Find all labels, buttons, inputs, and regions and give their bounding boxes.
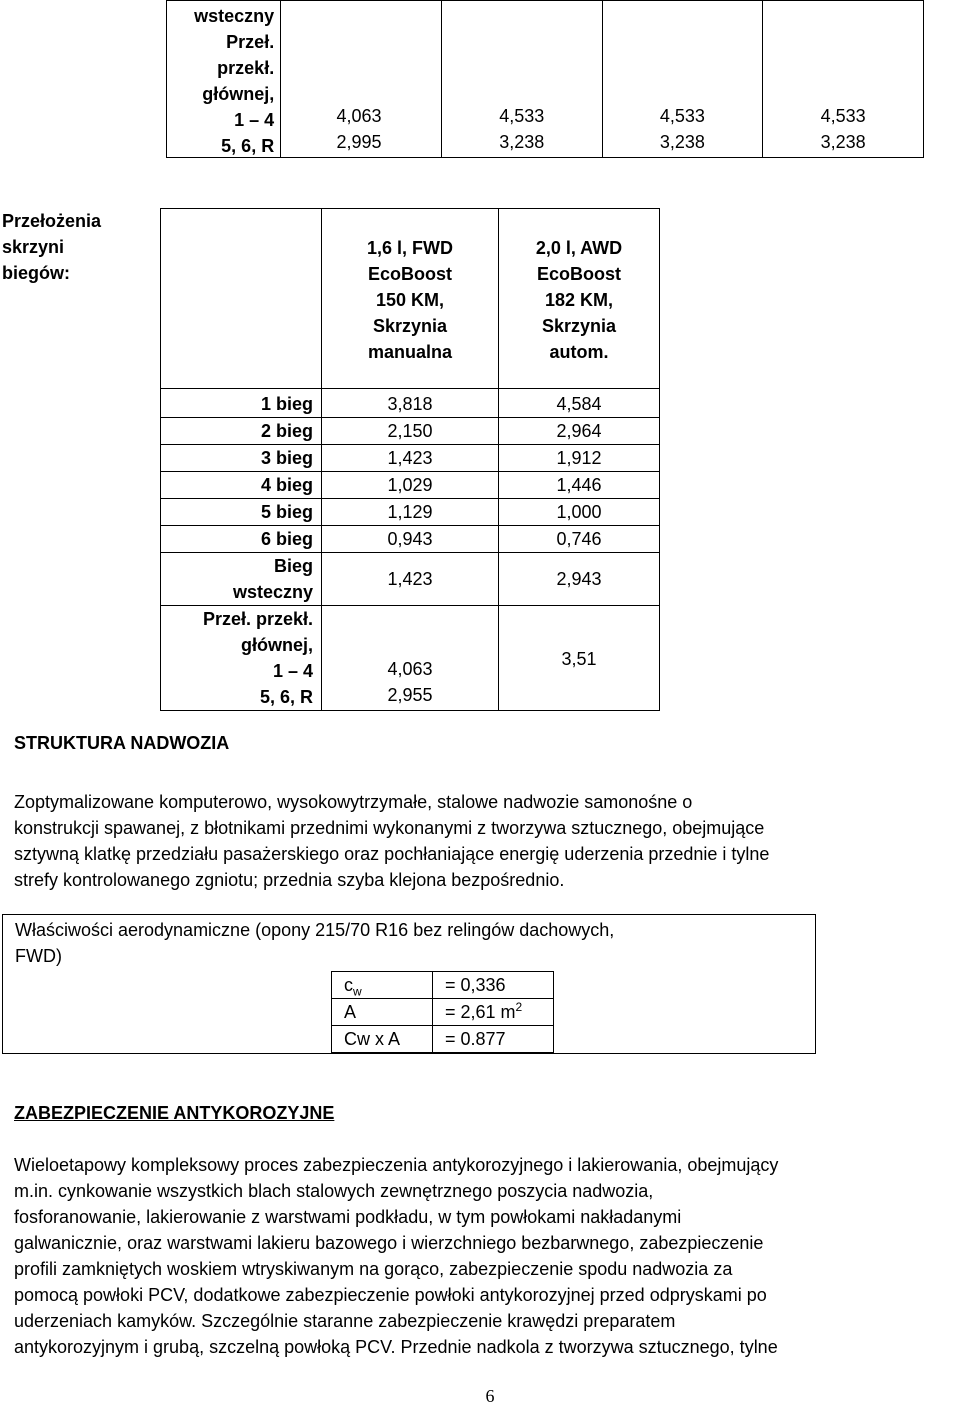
gear-row: 5 bieg 1,129 1,000 <box>161 499 660 526</box>
gear-reverse-row: Bieg wsteczny 1,423 2,943 <box>161 553 660 606</box>
body-structure-paragraph: Zoptymalizowane komputerowo, wysokowytrzymałe, stalowe nadwozie samonośne o konstrukcji spawanej, z błotnikami przednimi wykonanymi z tworzywa sztucznego, obejmujące sztywną klatkę przedziału pasażerskiego oraz pochłaniające energię uderzenia przednie i tylne strefy kontrolowanego zgniotu; przednia szyba klejona bezpośrednio. <box>14 792 770 890</box>
top-col-2: 4,533 3,238 <box>441 1 602 158</box>
anticorrosion-paragraph: Wieloetapowy kompleksowy proces zabezpieczenia antykorozyjnego i lakierowania, obejmujący m.in. cynkowanie wszystkich blach stalowych zewnętrznego poszycia nadwozia, fosforanowanie, lakierowanie z warstwami podkładu, w tym powłokami nakładanymi galwanicznie, oraz warstwami lakieru bazowego i wierzchniego bezbarwnego, zabezpieczenie profili zamkniętych woskiem wtryskiwanym na gorąco, zabezpieczenie spodu nadwozia za pomocą powłoki PCV, dodatkowe zabezpieczenie powłoki antykorozyjnej przed odpryskami po uderzeniach kamyków. Szczególnie staranne zabezpieczenie krawędzi preparatem antykorozyjnym i grubą, szczelną powłoką PCV. Przednie nadkola z tworzywa sztucznego, tylne <box>14 1155 779 1357</box>
aero-values <box>331 971 554 1053</box>
top-label: wsteczny Przeł. przekł. głównej, 1 – 4 5, 6, R <box>194 6 275 156</box>
gear-header-empty <box>161 209 322 389</box>
final-drive-row: Przeł. przekł. głównej, 1 – 4 5, 6, R 4,063 2,955 3,51 <box>161 606 660 711</box>
gear-row: 6 bieg 0,943 0,746 <box>161 526 660 553</box>
page-number: 6 <box>485 1386 495 1406</box>
gear-header-row <box>161 209 660 389</box>
gear-row: 2 bieg 2,150 2,964 <box>161 418 660 445</box>
gear-row: 4 bieg 1,029 1,446 <box>161 472 660 499</box>
anticorrosion-heading: ZABEZPIECZENIE ANTYKOROZYJNE <box>14 1103 335 1123</box>
aero-table <box>2 914 816 1054</box>
final-drive-label: Przeł. przekł. głównej, 1 – 4 5, 6, R <box>161 606 322 711</box>
gear-section-label: Przełożenia skrzyni biegów: <box>2 211 102 283</box>
gear-row: 1 bieg 3,818 4,584 <box>161 389 660 418</box>
gear-ratio-table <box>160 208 660 711</box>
gear-header-col1: 1,6 l, FWD EcoBoost 150 KM, Skrzynia manualna <box>322 209 499 389</box>
aero-row-area: A = 2,61 $m^2$ <box>332 999 554 1026</box>
aero-caption: Właściwości aerodynamiczne (opony 215/70 R16 bez relingów dachowych, FWD) <box>15 920 615 966</box>
gear-row: 3 bieg 1,423 1,912 <box>161 445 660 472</box>
reverse-label: Bieg wsteczny <box>161 553 322 606</box>
aero-row-cwa: Cw x A = 0.877 <box>332 1026 554 1053</box>
aero-cell <box>3 915 816 1054</box>
top-col-1: 4,063 2,995 <box>281 1 442 158</box>
top-ratio-table <box>166 0 924 158</box>
top-col-4: 4,533 3,238 <box>763 1 924 158</box>
final-drive-v1: 4,063 2,955 <box>322 606 499 711</box>
gear-header-col2: 2,0 l, AWD EcoBoost 182 KM, Skrzynia autom. <box>499 209 660 389</box>
top-label-cell <box>167 1 281 158</box>
aero-row-cw: $c_w$ = 0,336 <box>332 972 554 999</box>
top-col-3: 4,533 3,238 <box>602 1 763 158</box>
body-structure-heading: STRUKTURA NADWOZIA <box>14 733 230 753</box>
